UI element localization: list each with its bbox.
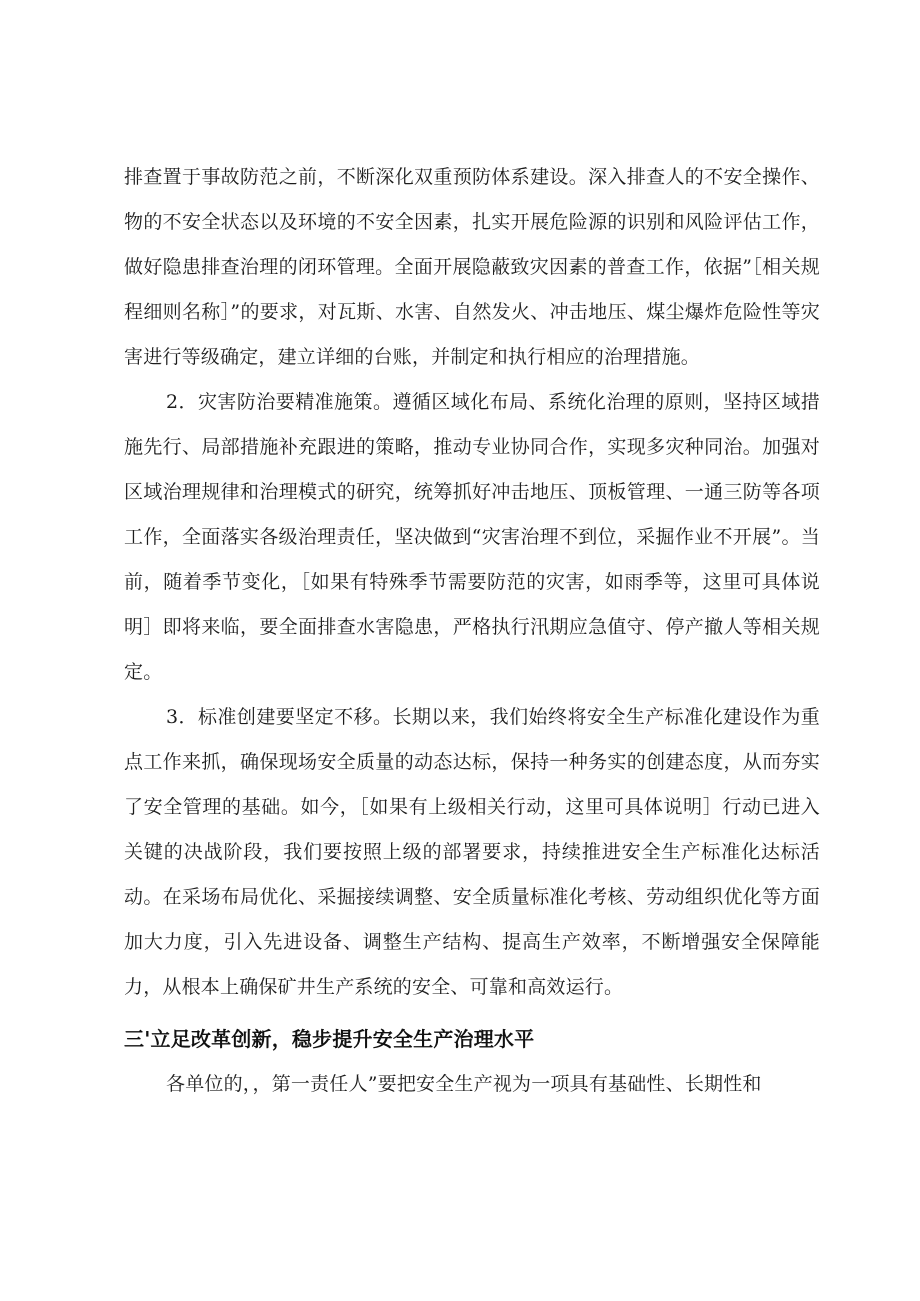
- paragraph-disaster-prevention: 2．灾害防治要精准施策。遵循区域化布局、系统化治理的原则，坚持区域措施先行、局部措施补充跟进的策略，推动专业协同合作，实现多灾种同治。加强对区域治理规律和治理模式的研究，统筹抓好冲击地压、顶板管理、一通三防等各项工作，全面落实各级治理责任，坚决做到“灾害治理不到位，采掘作业不开展”。当前，随着季节变化，［如果有特殊季节需要防范的灾害，如雨季等，这里可具体说明］即将来临，要全面排查水害隐患，严格执行汛期应急值守、停产撤人等相关规定。: [124, 391, 820, 683]
- document-body: [124, 155, 820, 1107]
- section-heading: 三'立足改革创新，稳步提升安全生产治理水平: [124, 1027, 535, 1051]
- paragraph-standardization: 3．标准创建要坚定不移。长期以来，我们始终将安全生产标准化建设作为重点工作来抓，确保现场安全质量的动态达标，保持一种务实的创建态度，从而夯实了安全管理的基础。如今，［如果有上级相关行动，这里可具体说明］行动已进入关键的决战阶段，我们要按照上级的部署要求，持续推进安全生产标准化达标活动。在采场布局优化、采掘接续调整、安全质量标准化考核、劳动组织优化等方面加大力度，引入先进设备、调整生产结构、提高生产效率，不断增强安全保障能力，从根本上确保矿井生产系统的安全、可靠和高效运行。: [124, 706, 820, 998]
- paragraph-hazard-investigation: 排查置于事故防范之前，不断深化双重预防体系建设。深入排查人的不安全操作、物的不安全状态以及环境的不安全因素，扎实开展危险源的识别和风险评估工作，做好隐患排查治理的闭环管理。全面开展隐蔽致灾因素的普查工作，依据”［相关规程细则名称］”的要求，对瓦斯、水害、自然发火、冲击地压、煤尘爆炸危险性等灾害进行等级确定，建立详细的台账，并制定和执行相应的治理措施。: [124, 166, 820, 368]
- paragraph-responsibility: 各单位的，，第一责任人”要把安全生产视为一项具有基础性、长期性和: [166, 1073, 762, 1095]
